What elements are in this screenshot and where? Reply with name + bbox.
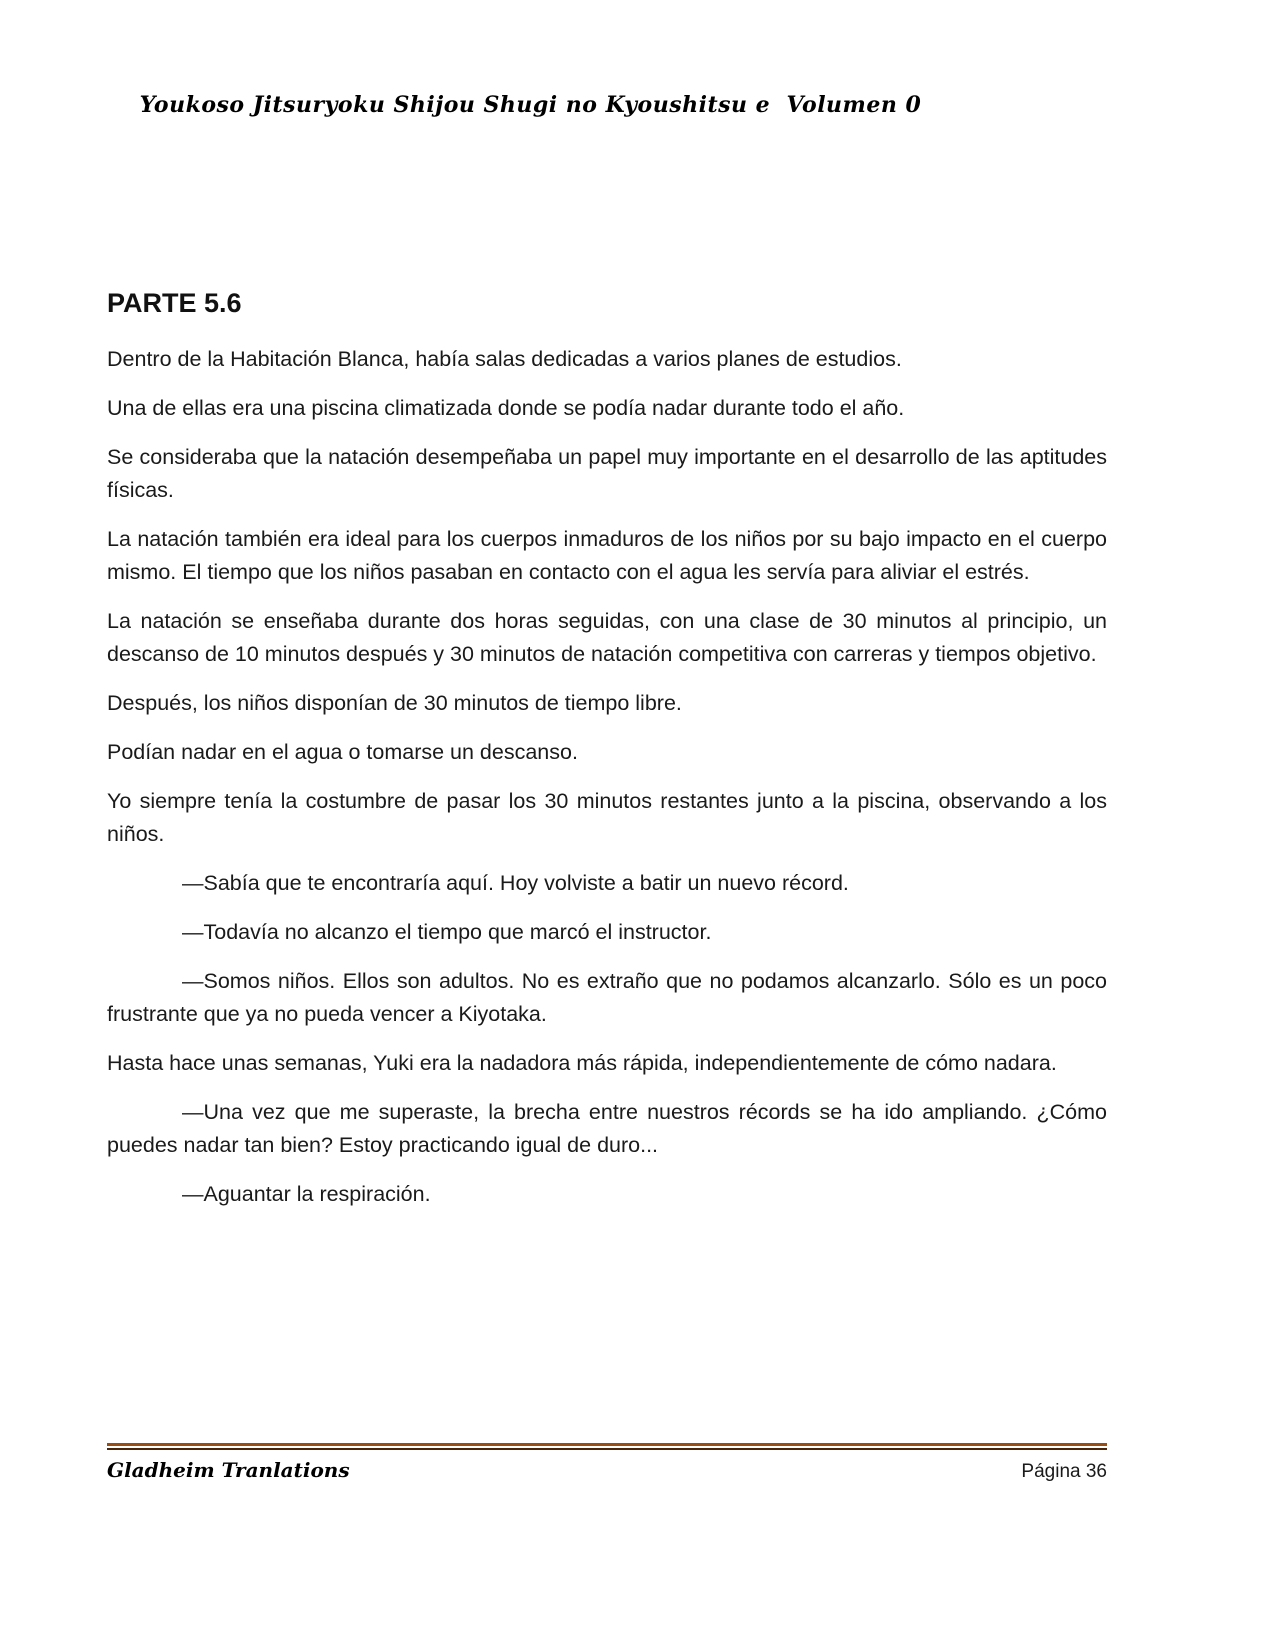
document-footer — [107, 1443, 1107, 1483]
paragraph: Se consideraba que la natación desempeñaba un papel muy importante en el desarrollo de las aptitudes físicas. — [107, 445, 1107, 502]
footer-row — [107, 1458, 1107, 1483]
translator-credit: Gladheim Tranlations — [107, 1458, 350, 1482]
dialogue-paragraph: —Aguantar la respiración. — [182, 1182, 431, 1206]
paragraph: Después, los niños disponían de 30 minutos de tiempo libre. — [107, 691, 682, 715]
book-title: Youkoso Jitsuryoku Shijou Shugi no Kyoushitsu e Volumen 0 — [139, 92, 922, 118]
page-number: Página 36 — [1021, 1461, 1107, 1482]
dialogue-paragraph: —Una vez que me superaste, la brecha entre nuestros récords se ha ido ampliando. ¿Cómo puedes nadar tan bien? Estoy practicando igual de duro... — [107, 1100, 1107, 1157]
section-title: PARTE 5.6 — [107, 288, 242, 318]
footer-rule — [107, 1443, 1107, 1450]
dialogue-paragraph: —Todavía no alcanzo el tiempo que marcó el instructor. — [182, 920, 712, 944]
paragraph: La natación se enseñaba durante dos horas seguidas, con una clase de 30 minutos al principio, un descanso de 10 minutos después y 30 minutos de natación competitiva con carreras y tiempos objetivo. — [107, 609, 1107, 666]
paragraph: Hasta hace unas semanas, Yuki era la nadadora más rápida, independientemente de cómo nadara. — [107, 1051, 1057, 1075]
paragraph: Dentro de la Habitación Blanca, había salas dedicadas a varios planes de estudios. — [107, 347, 902, 371]
dialogue-paragraph: —Somos niños. Ellos son adultos. No es extraño que no podamos alcanzarlo. Sólo es un poco frustrante que ya no pueda vencer a Kiyotaka. — [107, 969, 1107, 1026]
document-header — [107, 66, 1107, 144]
document-body — [107, 288, 1107, 1227]
paragraph: Podían nadar en el agua o tomarse un descanso. — [107, 740, 578, 764]
paragraph: Una de ellas era una piscina climatizada donde se podía nadar durante todo el año. — [107, 396, 905, 420]
paragraph: La natación también era ideal para los cuerpos inmaduros de los niños por su bajo impacto en el cuerpo mismo. El tiempo que los niños pasaban en contacto con el agua les servía para aliviar el estrés. — [107, 527, 1107, 584]
paragraph: Yo siempre tenía la costumbre de pasar los 30 minutos restantes junto a la piscina, observando a los niños. — [107, 789, 1107, 846]
dialogue-paragraph: —Sabía que te encontraría aquí. Hoy volviste a batir un nuevo récord. — [182, 871, 849, 895]
